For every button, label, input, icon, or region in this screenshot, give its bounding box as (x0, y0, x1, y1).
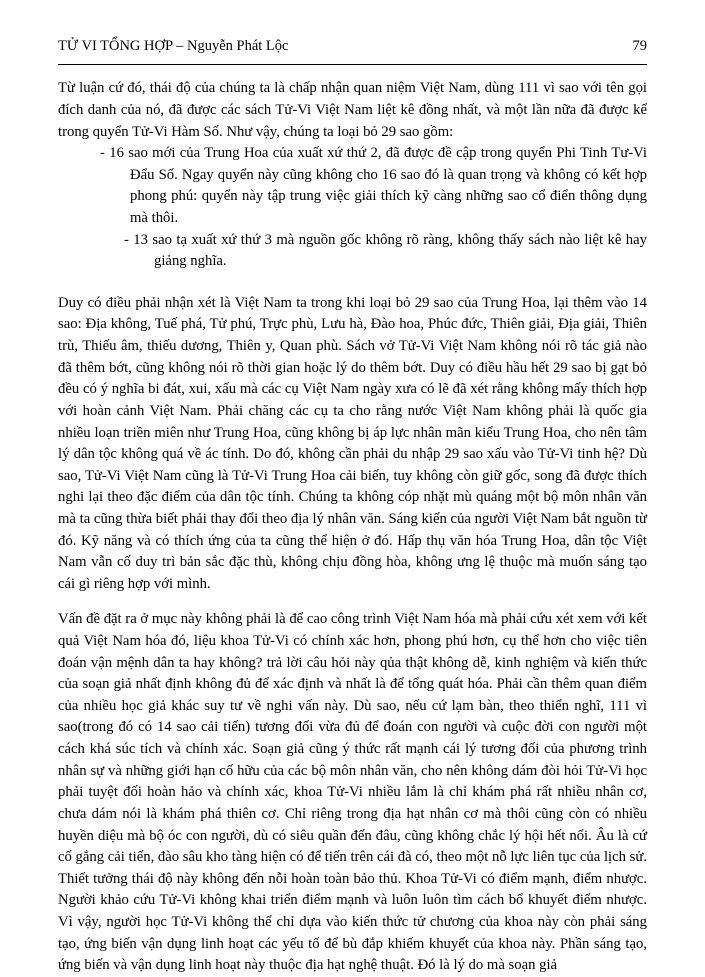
spacer-1 (58, 273, 647, 293)
page-header (58, 38, 647, 55)
document-body (58, 78, 647, 976)
header-divider (58, 64, 647, 65)
paragraph-intro: Từ luận cứ đó, thái độ của chúng ta là chấp nhận quan niệm Việt Nam, dùng 111 vì sao với tên gọi đích danh của nó, đã được các sách Tử-Vi Việt Nam liệt kê đồng nhất, và một lần nữa đã được kể trong quyển Tử-Vi Hàm Số. Như vậy, chúng ta loại bỏ 29 sao gồm: (58, 80, 647, 140)
spacer-2 (58, 595, 647, 609)
header-title: TỬ VI TỔNG HỢP – Nguyễn Phát Lộc (58, 38, 289, 54)
bullet-item-13-sao: - 13 sao tạ xuất xứ thứ 3 mà nguồn gốc không rõ ràng, không thấy sách nào liệt kê hay giảng nghĩa. (124, 231, 647, 270)
paragraph-nhan-xet: Duy có điều phải nhận xét là Việt Nam ta trong khi loại bỏ 29 sao của Trung Hoa, lại thêm vào 14 sao: Địa không, Tuế phá, Tử phú, Trực phù, Lưu hà, Đào hoa, Phúc đức, Thiên giải, Địa giải, Thiên trù, Thiếu âm, thiếu dương, Thiên y, Quan phù. Sách vở Tử-Vi Việt Nam không nói rõ tác giả nào đã thêm bớt, cũng không nói rõ thời gian hoặc lý do thêm bớt. Duy có điều hầu hết 29 sao bị gạt bỏ đều có ý nghĩa bi đát, xui, xấu mà các cụ Việt Nam ngày xưa có lẽ đã xét rằng không mấy thích hợp với hoàn cảnh Việt Nam. Phải chăng các cụ ta cho rằng nước Việt Nam không phải là quốc gia nhiều loạn triền miên như Trung Hoa, cũng không bị áp lực nhân mãn kiểu Trung Hoa, cho nên tâm lý dân tộc không quá về ác tính. Do đó, không cần phải du nhập 29 sao xấu vào Tử-Vi tinh hệ? Dù sao, Tử-Vi Việt Nam cũng là Tử-Vi Trung Hoa cải biến, tuy không còn giữ gốc, song đã được thích nghi lại theo đặc điểm của dân tộc tính. Chúng ta không cóp nhặt mù quáng một bộ môn nhân văn mà ta cũng thừa biết phải thay đổi theo địa lý nhân văn. Sáng kiến của người Việt Nam bắt nguồn từ đó. Kỹ năng và có thích ứng của ta cũng thể hiện ở đó. Hấp thụ văn hóa Trung Hoa, dân tộc Việt Nam vẫn cố duy trì bản sắc đặc thù, không chịu đồng hòa, không ưng lệ thuộc mà muốn sáng tạo cái gì riêng hợp với mình. (58, 294, 647, 592)
bullet-item-16-sao: - 16 sao mới của Trung Hoa của xuất xứ thứ 2, đã được đề cập trong quyển Phi Tinh Tư-Vi Đẩu Số. Ngay quyển này cũng không cho 16 sao đó là quan trọng và không có kết hợp phong phú: quyển này tập trung việc giải thích kỹ càng những sao cổ điển thông dụng mà thôi. (100, 145, 647, 227)
paragraph-van-de: Vấn đề đặt ra ở mục này không phải là để cao công trình Việt Nam hóa mà phải cứu xét xem với kết quả Việt Nam hóa đó, liệu khoa Tử-Vi có chính xác hơn, phong phú hơn, cụ thể hơn cho việc tiên đoán vận mệnh dân ta hay không? trả lời câu hỏi này qủa thật không dễ, kinh nghiệm và kiến thức của soạn giả nhất định không đủ để xác định và nhất là để tổng quát hóa. Phải cần thêm quan điểm của nhiều học giả khác suy tư về nghi vấn này. Dù sao, nếu cứ lạm bàn, theo thiển nghĩ, 111 vì sao(trong đó có 14 sao cải tiến) tương đối vừa đủ để đoán con người và cuộc đời con người một cách khá súc tích và chính xác. Soạn giả cũng ý thức rất mạnh cái lý tương đối của phương trình nhân sự và những giới hạn cố hữu của các bộ môn nhân văn, cho nên không dám đòi hỏi Tử-Vi học phải tuyệt đối hoàn hảo và chính xác, khoa Tử-Vi nhiều lắm là chỉ khám phá rất nhiều nhân cơ, chưa dám nói là khám phá thiên cơ. Chỉ riêng trong địa hạt nhân cơ mà thôi cũng còn có nhiều huyền diệu mà bộ óc con người, dù có siêu quần đến đâu, cũng không chắc lý hội hết nổi. Âu là cứ cố gắng cải tiến, đào sâu kho tàng hiện có để tiến trên cái đà có, theo một nỗ lực liên tục của lịch sử. Thiết tưởng thái độ này không đến nỗi hoàn toàn bảo thủ. Khoa Tử-Vi có điểm mạnh, điểm nhược. Người khảo cứu Tử-Vi không khai triển điểm mạnh và luôn luôn tìm cách bổ khuyết điểm nhược. Vì vậy, người học Tử-Vi không thể chỉ dựa vào kiến thức tử chương của khoa này còn phải sáng tạo, ứng biến vận dụng linh hoạt các yếu tố để bù đắp khiếm khuyết của khoa này. Phần sáng tạo, ứng biến và vận dụng linh hoạt này thuộc địa hạt nghệ thuật. Đó là lý do mà soạn giả (58, 611, 647, 974)
page-number: 79 (632, 38, 647, 54)
